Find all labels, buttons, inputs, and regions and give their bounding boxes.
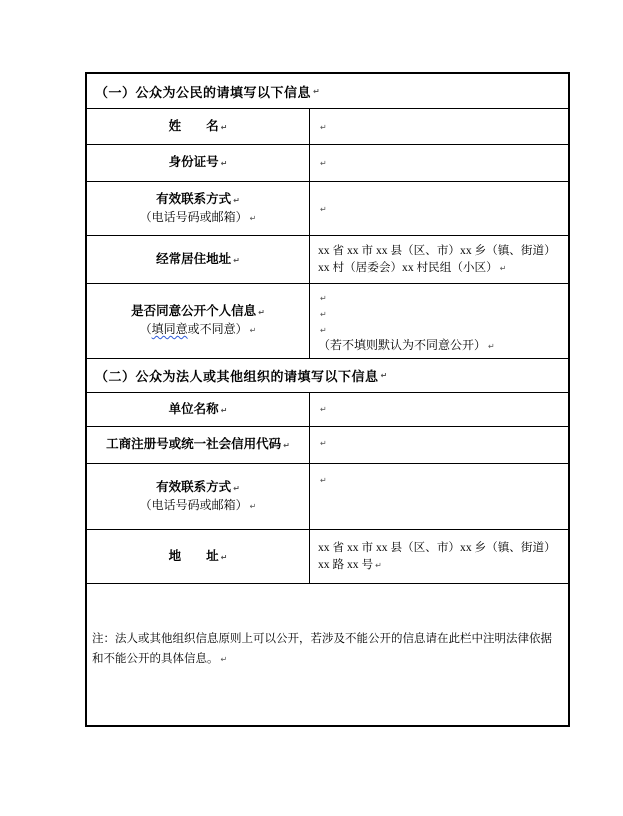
table-row	[87, 463, 568, 529]
paragraph-mark-icon: ↵	[233, 483, 240, 493]
table-row	[87, 108, 568, 144]
field-label: 单位名称	[168, 401, 219, 416]
contact-method-label-cell	[87, 182, 310, 235]
field-sublabel-suffix: 或不同意）	[187, 322, 248, 336]
org-name-label-cell	[87, 393, 310, 426]
table-row	[87, 283, 568, 358]
paragraph-mark-icon: ↵	[320, 476, 327, 485]
paragraph-mark-icon: ↵	[375, 561, 382, 570]
business-registration-code-value-cell[interactable]	[310, 427, 568, 463]
business-registration-code-label-cell	[87, 427, 310, 463]
paragraph-mark-icon: ↵	[320, 159, 327, 168]
application-form-table	[85, 72, 570, 727]
spellcheck-squiggle-text: 填同意	[151, 322, 188, 336]
note-cell[interactable]	[87, 584, 568, 714]
table-row	[87, 181, 568, 235]
address-placeholder-text: xx 省 xx 市 xx 县（区、市）xx 乡（镇、街道）xx 路 xx 号	[318, 541, 556, 571]
field-label: 身份证号	[168, 155, 219, 169]
paragraph-mark-icon: ↵	[233, 255, 240, 265]
paragraph-mark-icon: ↵	[320, 439, 327, 448]
id-number-label-cell	[87, 145, 310, 181]
paragraph-mark-icon: ↵	[220, 654, 228, 664]
org-address-value-cell[interactable]	[310, 530, 568, 583]
paragraph-mark-icon: ↵	[313, 86, 321, 96]
table-row	[87, 144, 568, 181]
table-row	[87, 426, 568, 463]
residence-address-value-cell[interactable]	[310, 236, 568, 283]
table-row	[87, 74, 568, 108]
consent-disclosure-label-cell	[87, 284, 310, 358]
field-label: 地 址	[168, 548, 219, 563]
paragraph-mark-icon: ↵	[320, 326, 327, 335]
contact-method-value-cell[interactable]	[310, 182, 568, 235]
paragraph-mark-icon: ↵	[220, 405, 228, 415]
field-sublabel-prefix: （	[139, 322, 152, 336]
paragraph-mark-icon: ↵	[249, 326, 257, 335]
field-sublabel: （电话号码或邮箱）	[139, 497, 248, 512]
paragraph-mark-icon: ↵	[220, 122, 228, 132]
org-address-label-cell	[87, 530, 310, 583]
section2-header-text: （二）公众为法人或其他组织的请填写以下信息	[95, 369, 379, 384]
paragraph-mark-icon: ↵	[283, 441, 290, 450]
org-name-value-cell[interactable]	[310, 393, 568, 426]
paragraph-mark-icon: ↵	[320, 294, 327, 303]
paragraph-mark-icon: ↵	[220, 552, 228, 562]
field-label: 有效联系方式	[156, 191, 232, 206]
paragraph-mark-icon: ↵	[320, 310, 327, 319]
field-label: 是否同意公开个人信息	[131, 304, 257, 318]
table-row	[87, 358, 568, 392]
note-text: 注：法人或其他组织信息原则上可以公开，若涉及不能公开的信息请在此栏中注明法律依据和不能公开的具体信息。	[92, 632, 552, 665]
residence-address-label-cell	[87, 236, 310, 283]
org-contact-method-label-cell	[87, 464, 310, 529]
name-value-cell[interactable]	[310, 109, 568, 144]
paragraph-mark-icon: ↵	[258, 308, 265, 317]
section1-header	[87, 74, 568, 108]
paragraph-mark-icon: ↵	[233, 195, 240, 205]
paragraph-mark-icon: ↵	[499, 264, 507, 273]
paragraph-mark-icon: ↵	[488, 342, 495, 351]
field-label: 经常居住地址	[156, 251, 232, 266]
paragraph-mark-icon: ↵	[249, 213, 257, 223]
consent-default-hint: （若不填则默认为不同意公开）	[318, 338, 487, 352]
org-contact-method-value-cell[interactable]	[310, 464, 568, 529]
id-number-value-cell[interactable]	[310, 145, 568, 181]
paragraph-mark-icon: ↵	[220, 159, 228, 168]
table-row	[87, 235, 568, 283]
paragraph-mark-icon: ↵	[320, 405, 327, 414]
field-sublabel: （电话号码或邮箱）	[139, 209, 248, 224]
field-label: 工商注册号或统一社会信用代码	[106, 437, 282, 451]
field-label: 姓 名	[168, 118, 219, 133]
paragraph-mark-icon: ↵	[320, 204, 327, 214]
consent-disclosure-value-cell[interactable]	[310, 284, 568, 358]
field-label: 有效联系方式	[156, 479, 232, 494]
section2-header	[87, 359, 568, 392]
table-row	[87, 392, 568, 426]
paragraph-mark-icon: ↵	[380, 371, 388, 380]
table-row	[87, 529, 568, 583]
section1-header-text: （一）公众为公民的请填写以下信息	[95, 84, 312, 100]
name-label-cell	[87, 109, 310, 144]
address-placeholder-text: xx 省 xx 市 xx 县（区、市）xx 乡（镇、街道）xx 村（居委会）xx 村民组（小区）	[318, 244, 556, 274]
paragraph-mark-icon: ↵	[320, 122, 327, 132]
paragraph-mark-icon: ↵	[249, 501, 257, 511]
table-row	[87, 583, 568, 714]
